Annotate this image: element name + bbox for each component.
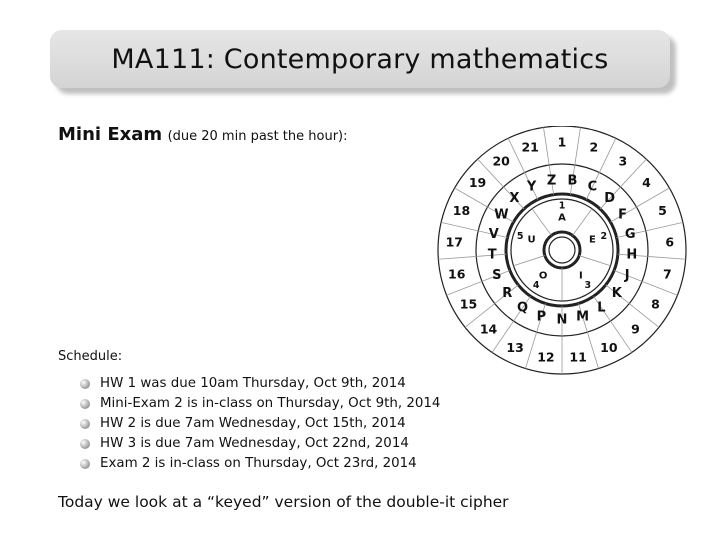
outer-number: 7 <box>662 266 672 282</box>
inner-letter: E <box>589 234 596 246</box>
wheel-rings <box>438 126 686 374</box>
schedule-item-text: Mini-Exam 2 is in-class on Thursday, Oct 9th, 2014 <box>100 396 441 411</box>
outer-divider <box>525 332 536 368</box>
middle-letter: V <box>488 226 499 242</box>
inner-letter: A <box>558 212 566 224</box>
inner-number: 1 <box>558 200 566 212</box>
middle-letter: P <box>536 309 547 325</box>
schedule-item-text: HW 3 is due 7am Wednesday, Oct 22nd, 2014 <box>100 436 409 451</box>
bullet-icon <box>80 379 90 389</box>
middle-letter: S <box>492 268 502 284</box>
hub-ring <box>549 237 575 263</box>
outer-divider <box>447 281 482 295</box>
middle-letter: M <box>576 309 590 325</box>
middle-letter: T <box>487 247 497 263</box>
outer-number: 16 <box>448 266 466 282</box>
middle-letter: H <box>626 247 638 263</box>
schedule-item <box>80 434 440 454</box>
inner-number: 3 <box>584 280 592 292</box>
page-title: MA111: Contemporary mathematics <box>111 43 609 75</box>
outer-number: 3 <box>618 153 628 169</box>
middle-letter: F <box>618 207 628 223</box>
outer-number: 5 <box>658 203 667 219</box>
inner-divider <box>579 256 610 266</box>
middle-letter: D <box>604 191 616 207</box>
outer-divider <box>441 222 478 230</box>
middle-letter: J <box>624 268 630 284</box>
middle-letter: C <box>587 179 598 195</box>
schedule-item-text: Exam 2 is in-class on Thursday, Oct 23rd, 2014 <box>100 456 417 471</box>
outer-divider <box>544 127 550 165</box>
middle-letter: Z <box>546 173 557 189</box>
inner-number: 4 <box>532 280 540 292</box>
outer-number: 8 <box>651 296 660 312</box>
outer-number: 12 <box>537 349 555 365</box>
outer-number: 19 <box>468 175 487 191</box>
middle-letter: X <box>509 191 520 207</box>
bullet-icon <box>80 399 90 409</box>
schedule-item <box>80 374 440 394</box>
schedule-item <box>80 394 440 414</box>
outer-number: 4 <box>642 175 651 191</box>
outer-divider <box>575 127 581 165</box>
outer-number: 10 <box>600 339 618 355</box>
schedule-list <box>80 374 440 474</box>
schedule-item-text: HW 2 is due 7am Wednesday, Oct 15th, 2014 <box>100 416 406 431</box>
bullet-icon <box>80 439 90 449</box>
middle-letter: B <box>567 173 578 189</box>
bullet-icon <box>80 419 90 429</box>
schedule-item <box>80 454 440 474</box>
outer-divider <box>438 256 476 259</box>
inner-divider <box>573 209 592 236</box>
schedule-label: Schedule: <box>58 349 123 364</box>
wheel-labels <box>446 135 675 365</box>
outer-divider <box>646 222 683 230</box>
bullet-icon <box>80 459 90 469</box>
middle-letter: W <box>494 207 509 223</box>
inner-number: 5 <box>516 230 524 242</box>
inner-letter: O <box>538 270 548 282</box>
outer-divider <box>587 332 598 368</box>
outer-number: 21 <box>521 139 539 155</box>
outer-number: 20 <box>492 153 510 169</box>
outer-number: 15 <box>459 296 478 312</box>
mini-exam-line <box>58 124 348 145</box>
outer-number: 1 <box>557 134 567 150</box>
outer-divider <box>648 256 686 259</box>
outer-number: 11 <box>569 349 587 365</box>
cipher-wheel <box>430 126 694 390</box>
middle-letter: R <box>502 286 513 302</box>
schedule-item <box>80 414 440 434</box>
inner-letter: U <box>527 234 536 246</box>
footer-text: Today we look at a “keyed” version of the double-it cipher <box>58 493 509 511</box>
inner-letter: I <box>578 270 583 282</box>
outer-number: 2 <box>589 139 599 155</box>
outer-number: 13 <box>506 339 524 355</box>
outer-number: 17 <box>445 234 464 250</box>
outer-number: 6 <box>665 234 675 250</box>
mini-exam-heading: Mini Exam <box>58 124 163 145</box>
outer-divider <box>642 281 677 295</box>
middle-letter: L <box>597 300 606 316</box>
mini-exam-note: (due 20 min past the hour): <box>167 129 348 144</box>
middle-letter: Q <box>517 300 529 316</box>
outer-number: 9 <box>631 321 640 337</box>
outer-divider <box>599 138 615 172</box>
outer-number: 14 <box>479 321 498 337</box>
inner-number: 2 <box>600 230 608 242</box>
middle-letter: Y <box>526 179 537 195</box>
outer-number: 18 <box>452 203 471 219</box>
middle-letter: G <box>624 226 636 242</box>
title-banner <box>50 30 670 88</box>
inner-divider <box>532 209 551 236</box>
middle-letter: K <box>611 286 622 302</box>
middle-letter: N <box>556 312 568 328</box>
schedule-item-text: HW 1 was due 10am Thursday, Oct 9th, 2014 <box>100 376 406 391</box>
inner-divider <box>513 256 544 266</box>
